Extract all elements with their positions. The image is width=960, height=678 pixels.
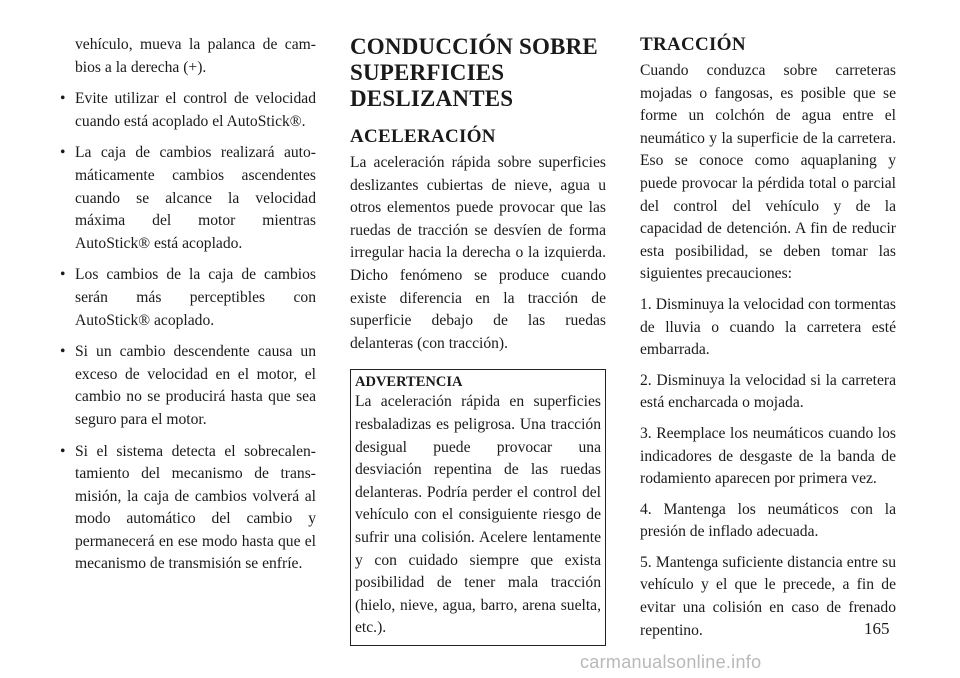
precaution-item: 2. Disminuya la velocidad si la carretera está encharcada o mojada.: [640, 371, 896, 412]
warning-text: La aceleración rápida en superficies resbaladizas es peligrosa. Una tracción desigual puede provocar una desviación repentina de las ruedas delanteras. Podría perder el control del vehículo con el consiguiente riesgo de sufrir una colisión. Acelere lentamente y con cuidado siempre que exista posibilidad de tener mala tracción (hielo, nieve, agua, barro, arena suelta, etc.).: [355, 393, 601, 637]
watermark: carmanualsonline.info: [580, 652, 762, 672]
traction-intro: Cuando conduzca sobre carreteras mojadas o fangosas, es posible que se forme un colchón de agua entre el neumático y la superficie de la carretera. Eso se conoce como aquaplaning y puede provocar la pérdida total o parcial del control del vehículo y de la capacidad de detención. A fin de reducir esta posibilidad, se deben tomar las siguientes precauciones:: [640, 62, 896, 283]
subsection-title-traccion: TRACCIÓN: [640, 34, 746, 55]
right-column: [640, 34, 896, 650]
subsection-title-aceleracion: ACELERACIÓN: [350, 126, 496, 147]
precaution-item: 3. Reemplace los neumáticos cuando los indicadores de desgaste de la banda de rodamiento aparecen por primera vez.: [640, 424, 896, 488]
page-number: 165: [864, 619, 890, 638]
middle-column: [350, 34, 606, 646]
bullet-item: • La caja de cambios realizará automáticamente cambios ascendentes cuando se alcance la velocidad máxima del motor mientras AutoStick® está acoplado.: [58, 142, 316, 255]
warning-box: [350, 369, 606, 646]
section-title: CONDUCCIÓN SOBRE SUPERFICIES DESLIZANTES: [350, 34, 598, 111]
left-column: [58, 34, 316, 585]
acceleration-paragraph: La aceleración rápida sobre superficies deslizantes cubiertas de nieve, agua u otros elementos puede provocar que las ruedas de tracción se desvíen de forma irregular hacia la derecha o la izquierda. Dicho fenómeno se produce cuando existe diferencia en la tracción de superficie debajo de las ruedas delanteras (con tracción).: [350, 154, 606, 352]
bullet-item: • Si el sistema detecta el sobrecalentamiento del mecanismo de transmisión, la caja de cambios volverá al modo automático del cambio y permanecerá en ese modo hasta que el mecanismo de transmisión se enfríe.: [58, 441, 316, 577]
precautions-list: [640, 294, 896, 642]
warning-title: ADVERTENCIA: [355, 374, 463, 391]
bullet-item: • Evite utilizar el control de velocidad cuando está acoplado el AutoStick®.: [58, 88, 316, 133]
bullet-list: [58, 88, 316, 576]
precaution-item: 4. Mantenga los neumáticos con la presión de inflado adecuada.: [640, 500, 896, 541]
precaution-item: 5. Mantenga suficiente distancia entre su vehículo y el que le precede, a fin de evitar una colisión en caso de frenado repentino.: [640, 553, 896, 639]
bullet-item: • Si un cambio descendente causa un exceso de velocidad en el motor, el cambio no se producirá hasta que sea seguro para el motor.: [58, 341, 316, 431]
bullet-item: • Los cambios de la caja de cambios serán más perceptibles con AutoStick® acoplado.: [58, 264, 316, 332]
continuation-text: vehículo, mueva la palanca de cambios a la derecha (+).: [75, 36, 316, 76]
precaution-item: 1. Disminuya la velocidad con tormentas de lluvia o cuando la carretera esté embarrada.: [640, 295, 896, 359]
